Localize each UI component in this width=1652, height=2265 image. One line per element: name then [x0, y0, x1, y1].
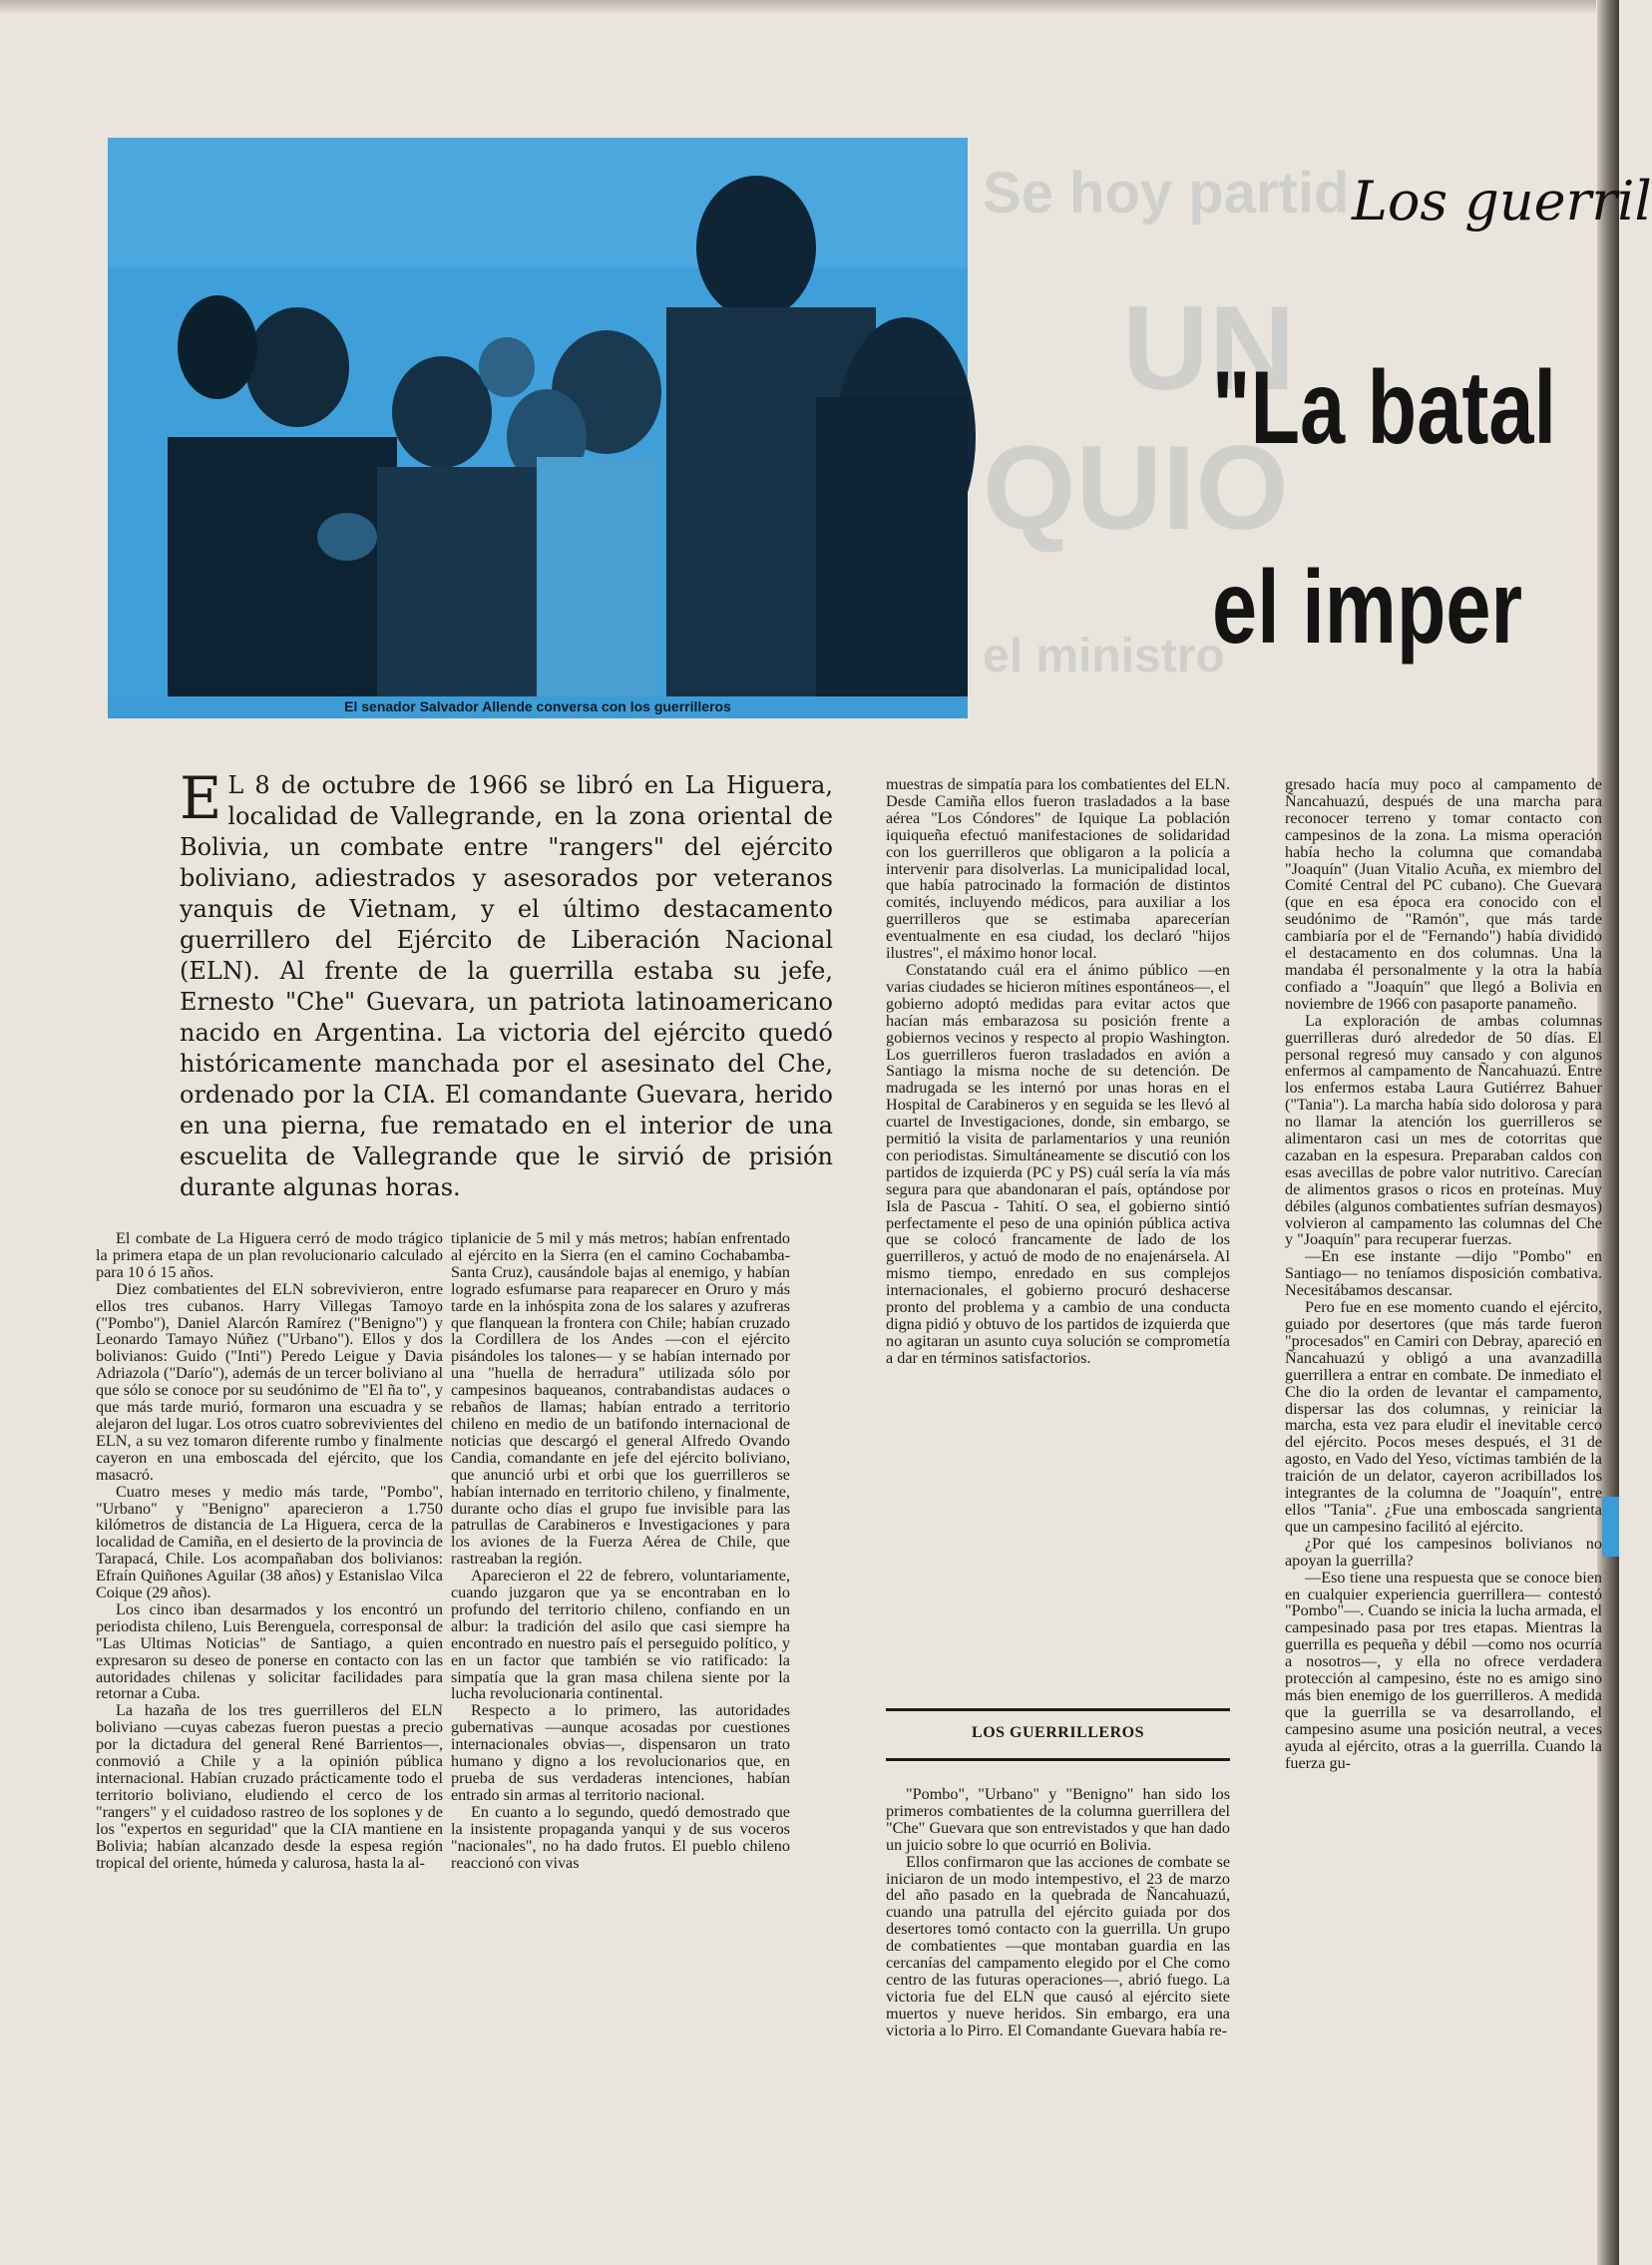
paragraph: Constatando cuál era el ánimo público —en varias ciudades se hicieron mítines espontáneos—, el gobierno adoptó medidas para evitar actos que hacían más embarazosa su posición frente a gobiernos vecinos y respecto al propio Washington. Los guerrilleros fueron trasladados en avión a Santiago la misma noche de su detención. De madrugada se les internó por unas horas en el Hospital de Carabineros y en seguida se les llevó al cuartel de Investigaciones, donde, sin embargo, se permitió la visita de parlamentarios y una reunión con periodistas. Simultáneamente se discutió con los partidos de izquierda (PC y PS) cuál sería la vía más segura para que abandonaran el país, optándose por Isla de Pascua - Tahití. O sea, el gobierno sintió perfectamente el peso de una opinión pública activa que se colocó francamente de lado de los guerrilleros, y actuó de modo de no enajenársela. Al mismo tiempo, enredado en sus complejos internacionales, el gobierno procuró deshacerse pronto del problema y a cambio de una conducta digna pidió y obtuvo de los partidos de izquierda que no agitaran un asunto cuya solución se comprometía a dar en términos satisfactorios. — [886, 960, 1230, 1367]
news-photo — [108, 138, 968, 696]
paragraph: Diez combatientes del ELN sobrevivieron, entre ellos tres cubanos. Harry Villegas Tamoyo ("Pombo"), Daniel Alarcón Ramírez ("Benigno") y Leonardo Tamayo Núñez ("Urbano"). Ellos y dos bolivianos: Guido ("Inti") Peredo Leigue y Davia Adriazola ("Darío"), además de un tercer boliviano al que sólo se conoce por su seudónimo de "El ña to", y que más tarde murió, formaron una escuadra y se alejaron del lugar. Los otros cuatro sobrevivientes del ELN, a su vez tomaron diferente rumbo y finalmente cayeron en una emboscada del ejército, que los masacró. — [96, 1279, 443, 1484]
paragraph: gresado hacía muy poco al campamento de Ñancahuazú, después de una marcha para reconocer terreno y tomar contacto con campesinos de la zona. La misma operación había hecho la columna que comandaba "Joaquín" (Juan Vitalio Acuña, ex miembro del Comité Central del PC cubano). Che Guevara (que en esa época era conocido con el seudónimo de "Ramón", que más tarde cambiaría por el de "Fernando") había dividido el destacamento en dos columnas. Una la mandaba él personalmente y la otra la había confiado a "Joaquín" que llegó a Bolivia en noviembre de 1966 con pasaporte panameño. — [1285, 775, 1602, 1013]
paragraph: El combate de La Higuera cerró de modo trágico la primera etapa de un plan revolucionario calculado para 10 ó 15 años. — [96, 1229, 443, 1281]
paragraph: muestras de simpatía para los combatientes del ELN. Desde Camiña ellos fueron trasladados a la base aérea "Los Cóndores" de Iquique La población iquiqueña efectuó manifestaciones de solidaridad con los guerrilleros que obligaron a la policía a intervenir para disolverlas. La municipalidad local, que había patrocinado la formación de distintos comités, incluyendo médicos, para auxiliar a los guerrilleros que se estimaba aparecerían eventualmente en esa ciudad, los declaró "hijos ilustres", el máximo honor local. — [886, 775, 1230, 963]
column-2 — [451, 1230, 790, 1871]
blue-edge-mark — [1602, 1497, 1619, 1557]
headline-area — [973, 120, 1652, 718]
lead-text: L 8 de octubre de 1966 se libró en La Higuera, localidad de Vallegrande, en la zona oriental de Bolivia, un combate entre "rangers" del ejército boliviano, adiestrados y asesorados por veteranos yanquis de Vietnam, y el último destacamento guerrillero del Ejército de Liberación Nacional (ELN). Al frente de la guerrilla estaba su jefe, Ernesto "Che" Guevara, un patriota latinoamericano nacido en Argentina. La victoria del ejército quedó históricamente manchada por el asesinato del Che, ordenado por la CIA. El comandante Guevara, herido en una pierna, fue rematado en el interior de una escuelita de Vallegrande que le sirvió de prisión durante algunas horas. — [180, 771, 833, 1201]
article-kicker: Los guerril — [1352, 170, 1652, 232]
section-rule-bottom — [886, 1758, 1230, 1761]
paragraph: Respecto a lo primero, las autoridades gubernativas —aunque acosadas por cuestiones internacionales obvias—, dispensaron un trato humano y digno a los revolucionarios que, en prueba de sus verdaderas intenciones, habían entrado sin armas al territorio nacional. — [451, 1701, 790, 1804]
paragraph: Los cinco iban desarmados y los encontró un periodista chileno, Luis Berenguela, corresponsal de "Las Ultimas Noticias" de Santiago, a quien expresaron su deseo de ponerse en contacto con las autoridades chilenas y solicitar facilidades para retornar a Cuba. — [96, 1599, 443, 1703]
paragraph: Ellos confirmaron que las acciones de combate se iniciaron de un modo intempestivo, el 23 de marzo del año pasado en la quebrada de Ñancahuazú, cuando una patrulla del ejército guiada por dos desertores tomó contacto con la guerrilla. Un grupo de combatientes —que montaban guardia en las cercanías del campamento elegido por el Che como centro de las futuras operaciones—, abrió fuego. La victoria fue del ELN que causó al ejército siete muertos y nueve heridos. Sin embargo, era una victoria a lo Pirro. El Comandante Guevara había re- — [886, 1852, 1230, 2039]
paragraph: Cuatro meses y medio más tarde, "Pombo", "Urbano" y "Benigno" aparecieron a 1.750 kilómetros de distancia de La Higuera, cerca de la localidad de Camiña, en el desierto de la provincia de Tarapacá, Chile. Los acompañaban dos bolivianos: Efraín Quiñones Aguilar (38 años) y Estanislao Vilca Coique (29 años). — [96, 1482, 443, 1602]
paragraph: En cuanto a lo segundo, quedó demostrado que la insistente propaganda yanqui y de sus voceros "nacionales", no ha dado frutos. El pueblo chileno reaccionó con vivas — [451, 1802, 790, 1872]
paragraph: —En ese instante —dijo "Pombo" en Santiago— no teníamos disposición combativa. Necesitábamos descansar. — [1285, 1247, 1602, 1300]
column-1 — [96, 1230, 443, 1871]
paragraph: —Eso tiene una respuesta que se conoce bien en cualquier experiencia guerrillera— contestó "Pombo"—. Cuando se inicia la lucha armada, el campesinado pasa por tres etapas. Mientras la guerrilla es pequeña y débil —como nos ocurría a nosotros—, y ella no ofrece verdadera protección al campesino, éste no es amigo sino más bien enemigo de los guerrilleros. A medida que la guerrilla se va desarrollando, el campesino asume una posición neutral, a veces ayuda al ejército, otras a la guerrilla. Cuando la fuerza gu- — [1285, 1568, 1602, 1772]
column-4 — [1285, 776, 1602, 2193]
paragraph: La exploración de ambas columnas guerrilleras duró alrededor de 50 días. El personal regresó muy cansado y con algunos enfermos al campamento de Ñancahuazú. Entre los enfermos estaba Laura Gutiérrez Bahuer ("Tania"). La marcha había sido dolorosa y para no llamar la atención los guerrilleros se alimentaron casi un mes de cotorritas que cazaban en la espesura. Preparaban caldos con esas avecillas de pobre valor nutritivo. Carecían de alimentos grasos o ricos en proteínas. Muy débiles (algunos combatientes sufrían desmayos) volvieron al campamento las columnas del Che y "Joaquín" para recuperar fuerzas. — [1285, 1011, 1602, 1249]
paragraph: tiplanicie de 5 mil y más metros; habían enfrentado al ejército en la Sierra (en el camino Cochabamba-Santa Cruz), causándole bajas al enemigo, y habían logrado esfumarse para reaparecer en Oruro y más tarde en la inhóspita zona de los salares y azufreras que flanquean la frontera con Chile; habían cruzado la Cordillera de los Andes —con el ejército pisándoles los talones— y se habían internado por una "huella de herradura" utilizada sólo por campesinos baqueanos, contrabandistas audaces o rebaños de llamas; habían entrado a territorio chileno en medio de un batifondo internacional de noticias que descargó el general Alfredo Ovando Candia, comandante en jefe del ejército boliviano, que anunció urbi et orbi que los guerrilleros se habían internado en territorio chileno, y finalmente, durante ocho días el grupo fue invisible para las patrullas de Carabineros e Investigaciones y para los aviones de la Fuerza Aérea de Chile, que rastreaban la región. — [451, 1229, 790, 1569]
paragraph: ¿Por qué los campesinos bolivianos no apoyan la guerrilla? — [1285, 1534, 1602, 1570]
section-subhead: LOS GUERRILLEROS — [972, 1724, 1144, 1741]
lead-paragraph — [180, 764, 833, 1203]
drop-cap: E — [180, 764, 222, 832]
headline-line-1: "La batal — [1212, 350, 1557, 466]
paragraph: Pero fue en ese momento cuando el ejército, guiado por desertores (que más tarde fueron "procesados" en Camiri con Debray, apareció en Ñancahuazú y obligó a una avanzadilla guerrillera a entrar en combate. De inmediato el Che dio la orden de levantar el campamento, dispersar las dos columnas, y reiniciar la marcha, esta vez para eludir el inevitable cerco del ejército. Pocos meses después, el 31 de agosto, en Vado del Yeso, víctimas también de la traición de un delator, cayeron acribillados los integrantes de la columna de "Joaquín", entre ellos "Tania". ¿Fue una emboscada sangrienta que un campesino facilitó al ejército. — [1285, 1298, 1602, 1536]
bleed-through-text: UN — [1122, 281, 1296, 415]
page-top-edge — [0, 0, 1596, 14]
photo-caption: El senador Salvador Allende conversa con los guerrilleros — [344, 698, 731, 714]
column-3-continued — [886, 1786, 1230, 2039]
bleed-through-text: Se hoy partid — [983, 161, 1350, 226]
section-rule-top — [886, 1708, 1230, 1711]
paragraph: "Pombo", "Urbano" y "Benigno" han sido los primeros combatientes de la columna guerrillera del "Che" Guevara que son entrevistados y que han dado un juicio sobre lo que ocurrió en Bolivia. — [886, 1785, 1230, 1854]
column-3 — [886, 776, 1230, 1367]
paragraph: La hazaña de los tres guerrilleros del ELN boliviano —cuyas cabezas fueron puestas a precio por la dictadura del general René Barrientos—, conmovió a Chile y a la opinión pública internacional. Habían cruzado prácticamente todo el territorio boliviano, eludiendo el cerco de los "rangers" y el cuidadoso rastreo de los soplones y de los "expertos en seguridad" que la CIA mantiene en Bolivia; habían alcanzado desde la espesa región tropical del oriente, húmeda y calurosa, hasta la al- — [96, 1701, 443, 1872]
paragraph: Aparecieron el 22 de febrero, voluntariamente, cuando juzgaron que ya se encontraban en lo profundo del territorio chileno, confiando en un albur: la tradición del asilo que casi siempre ha encontrado en nuestro país el perseguido político, y en un factor que también se vio ratificado: la simpatía que la gran masa chilena siente por la lucha revolucionaria continental. — [451, 1567, 790, 1703]
bleed-through-text: QUIO — [983, 421, 1289, 555]
headline-line-2: el imper — [1212, 550, 1523, 666]
bleed-through-text: el ministro — [983, 630, 1225, 682]
